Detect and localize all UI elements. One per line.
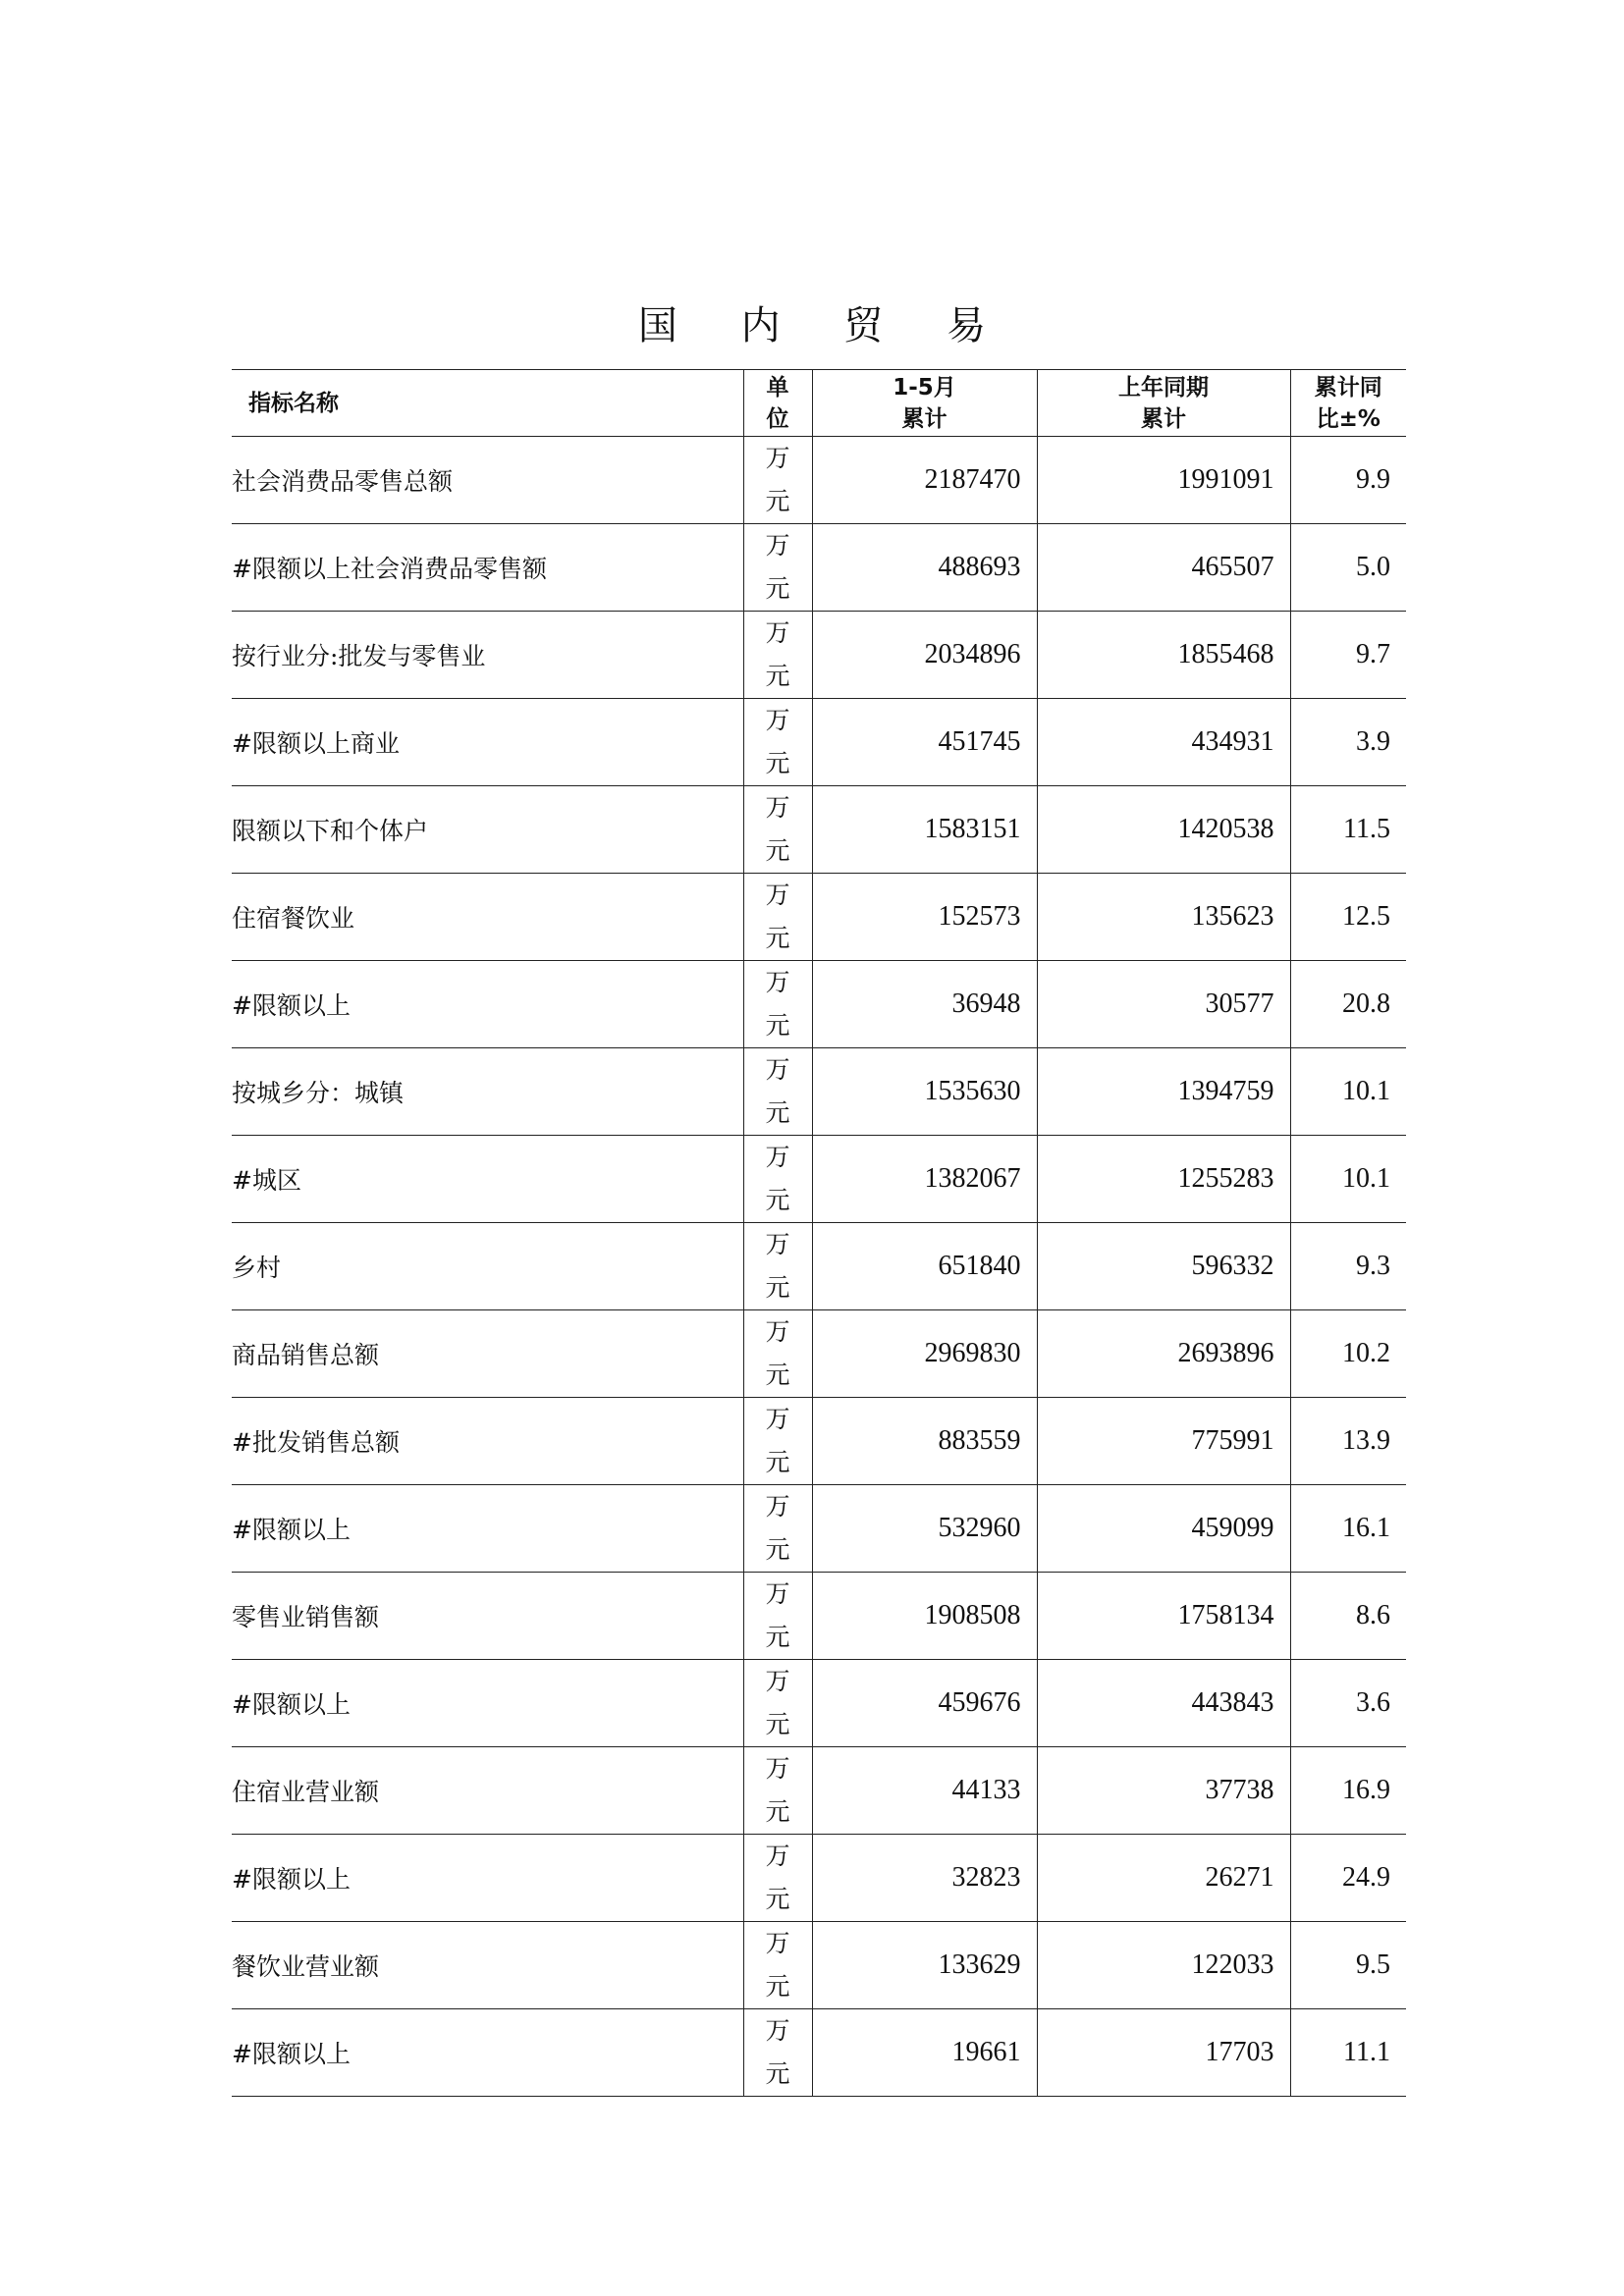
header-previous-line-2: 累计 <box>1141 405 1186 432</box>
unit-line-1: 万 <box>765 1929 790 1957</box>
indicator-name: 限额以下和个体户 <box>232 786 743 874</box>
header-indicator-name: 指标名称 <box>232 370 743 437</box>
unit-line-2: 元 <box>765 1885 790 1913</box>
previous-value: 1758134 <box>1037 1573 1290 1660</box>
growth-value: 5.0 <box>1290 524 1406 612</box>
current-value: 32823 <box>812 1835 1037 1922</box>
unit-cell <box>743 1310 812 1398</box>
unit-line-1: 万 <box>765 1667 790 1695</box>
indicator-name: 住宿餐饮业 <box>232 874 743 961</box>
table-row <box>232 1310 1406 1398</box>
table-row <box>232 961 1406 1048</box>
unit-line-2: 元 <box>765 1186 790 1214</box>
header-current-line-2: 累计 <box>901 405 947 432</box>
indicator-name: #城区 <box>232 1136 743 1223</box>
previous-value: 30577 <box>1037 961 1290 1048</box>
indicator-name: 乡村 <box>232 1223 743 1310</box>
current-value: 152573 <box>812 874 1037 961</box>
unit-line-2: 元 <box>765 924 790 952</box>
previous-value: 459099 <box>1037 1485 1290 1573</box>
unit-line-1: 万 <box>765 2016 790 2045</box>
indicator-name: #限额以上 <box>232 1660 743 1747</box>
unit-cell <box>743 786 812 874</box>
current-value: 36948 <box>812 961 1037 1048</box>
unit-line-1: 万 <box>765 1143 790 1171</box>
previous-value: 434931 <box>1037 699 1290 786</box>
previous-value: 37738 <box>1037 1747 1290 1835</box>
table-row <box>232 786 1406 874</box>
growth-value: 10.1 <box>1290 1136 1406 1223</box>
unit-line-2: 元 <box>765 1710 790 1738</box>
current-value: 1535630 <box>812 1048 1037 1136</box>
indicator-name: 按城乡分：城镇 <box>232 1048 743 1136</box>
previous-value: 1855468 <box>1037 612 1290 699</box>
indicator-name: #限额以上 <box>232 1835 743 1922</box>
previous-value: 1991091 <box>1037 437 1290 524</box>
unit-line-2: 元 <box>765 1273 790 1302</box>
unit-cell <box>743 1223 812 1310</box>
unit-line-1: 万 <box>765 1492 790 1521</box>
previous-value: 122033 <box>1037 1922 1290 2009</box>
growth-value: 10.1 <box>1290 1048 1406 1136</box>
table-header-row <box>232 370 1406 437</box>
unit-cell <box>743 1660 812 1747</box>
table-row <box>232 524 1406 612</box>
current-value: 1583151 <box>812 786 1037 874</box>
current-value: 451745 <box>812 699 1037 786</box>
growth-value: 9.3 <box>1290 1223 1406 1310</box>
indicator-name: 商品销售总额 <box>232 1310 743 1398</box>
growth-value: 20.8 <box>1290 961 1406 1048</box>
growth-value: 9.9 <box>1290 437 1406 524</box>
previous-value: 443843 <box>1037 1660 1290 1747</box>
growth-value: 3.9 <box>1290 699 1406 786</box>
table-row <box>232 1223 1406 1310</box>
unit-cell <box>743 1398 812 1485</box>
unit-line-2: 元 <box>765 1361 790 1389</box>
unit-line-1: 万 <box>765 531 790 560</box>
unit-line-2: 元 <box>765 487 790 515</box>
previous-value: 596332 <box>1037 1223 1290 1310</box>
current-value: 532960 <box>812 1485 1037 1573</box>
unit-line-2: 元 <box>765 1448 790 1476</box>
current-value: 651840 <box>812 1223 1037 1310</box>
table-row <box>232 1136 1406 1223</box>
table-row <box>232 1835 1406 1922</box>
unit-line-1: 万 <box>765 1230 790 1258</box>
previous-value: 775991 <box>1037 1398 1290 1485</box>
unit-line-2: 元 <box>765 662 790 690</box>
unit-cell <box>743 699 812 786</box>
unit-line-1: 万 <box>765 968 790 996</box>
previous-value: 2693896 <box>1037 1310 1290 1398</box>
unit-cell <box>743 612 812 699</box>
growth-value: 16.9 <box>1290 1747 1406 1835</box>
current-value: 459676 <box>812 1660 1037 1747</box>
indicator-name: 住宿业营业额 <box>232 1747 743 1835</box>
growth-value: 16.1 <box>1290 1485 1406 1573</box>
unit-line-1: 万 <box>765 706 790 734</box>
unit-line-2: 元 <box>765 1011 790 1040</box>
unit-cell <box>743 1048 812 1136</box>
previous-value: 1255283 <box>1037 1136 1290 1223</box>
table-row <box>232 699 1406 786</box>
table-row <box>232 1398 1406 1485</box>
unit-line-2: 元 <box>765 749 790 777</box>
unit-line-1: 万 <box>765 1055 790 1084</box>
indicator-name: #限额以上社会消费品零售额 <box>232 524 743 612</box>
unit-cell <box>743 524 812 612</box>
unit-cell <box>743 1835 812 1922</box>
unit-line-2: 元 <box>765 1623 790 1651</box>
table-row <box>232 1747 1406 1835</box>
table-row <box>232 874 1406 961</box>
indicator-name: #限额以上 <box>232 1485 743 1573</box>
table-row <box>232 612 1406 699</box>
unit-line-2: 元 <box>765 2059 790 2088</box>
unit-line-1: 万 <box>765 1754 790 1783</box>
table-row <box>232 2009 1406 2097</box>
unit-cell <box>743 1485 812 1573</box>
header-unit-line-2: 位 <box>766 405 789 432</box>
unit-cell <box>743 961 812 1048</box>
table-row <box>232 437 1406 524</box>
unit-line-2: 元 <box>765 1098 790 1127</box>
unit-line-1: 万 <box>765 1842 790 1870</box>
unit-line-1: 万 <box>765 1317 790 1346</box>
current-value: 1908508 <box>812 1573 1037 1660</box>
unit-cell <box>743 1573 812 1660</box>
growth-value: 9.7 <box>1290 612 1406 699</box>
growth-value: 10.2 <box>1290 1310 1406 1398</box>
previous-value: 26271 <box>1037 1835 1290 1922</box>
table-row <box>232 1048 1406 1136</box>
growth-value: 24.9 <box>1290 1835 1406 1922</box>
header-unit-line-1: 单 <box>766 374 789 400</box>
header-current-line-1: 1-5月 <box>893 374 956 400</box>
growth-value: 9.5 <box>1290 1922 1406 2009</box>
unit-line-1: 万 <box>765 618 790 647</box>
indicator-name: #限额以上 <box>232 2009 743 2097</box>
unit-line-2: 元 <box>765 1535 790 1564</box>
indicator-name: #批发销售总额 <box>232 1398 743 1485</box>
current-value: 2187470 <box>812 437 1037 524</box>
unit-line-2: 元 <box>765 574 790 603</box>
previous-value: 135623 <box>1037 874 1290 961</box>
unit-line-2: 元 <box>765 1972 790 2001</box>
indicator-name: #限额以上商业 <box>232 699 743 786</box>
indicator-name: 零售业销售额 <box>232 1573 743 1660</box>
indicator-name: #限额以上 <box>232 961 743 1048</box>
growth-value: 3.6 <box>1290 1660 1406 1747</box>
unit-cell <box>743 2009 812 2097</box>
unit-line-2: 元 <box>765 836 790 865</box>
page-title: 国 内 贸 易 <box>637 303 1012 348</box>
header-unit <box>743 370 812 437</box>
indicator-name: 社会消费品零售总额 <box>232 437 743 524</box>
header-growth-line-1: 累计同 <box>1314 374 1382 400</box>
table-row <box>232 1485 1406 1573</box>
current-value: 133629 <box>812 1922 1037 2009</box>
previous-value: 17703 <box>1037 2009 1290 2097</box>
growth-value: 8.6 <box>1290 1573 1406 1660</box>
unit-line-1: 万 <box>765 793 790 822</box>
previous-value: 465507 <box>1037 524 1290 612</box>
unit-cell <box>743 1747 812 1835</box>
growth-value: 11.1 <box>1290 2009 1406 2097</box>
header-growth-line-2: 比±% <box>1316 405 1380 432</box>
unit-line-1: 万 <box>765 1579 790 1608</box>
header-growth <box>1290 370 1406 437</box>
table-row <box>232 1922 1406 2009</box>
current-value: 1382067 <box>812 1136 1037 1223</box>
header-previous-period <box>1037 370 1290 437</box>
unit-cell <box>743 1136 812 1223</box>
current-value: 2969830 <box>812 1310 1037 1398</box>
current-value: 19661 <box>812 2009 1037 2097</box>
unit-line-2: 元 <box>765 1797 790 1826</box>
current-value: 883559 <box>812 1398 1037 1485</box>
current-value: 2034896 <box>812 612 1037 699</box>
current-value: 488693 <box>812 524 1037 612</box>
header-previous-line-1: 上年同期 <box>1118 374 1209 400</box>
indicator-name: 餐饮业营业额 <box>232 1922 743 2009</box>
unit-cell <box>743 874 812 961</box>
previous-value: 1420538 <box>1037 786 1290 874</box>
unit-line-1: 万 <box>765 1405 790 1433</box>
unit-cell <box>743 1922 812 2009</box>
unit-cell <box>743 437 812 524</box>
domestic-trade-table <box>232 369 1406 2097</box>
header-current-period <box>812 370 1037 437</box>
previous-value: 1394759 <box>1037 1048 1290 1136</box>
unit-line-1: 万 <box>765 881 790 909</box>
growth-value: 13.9 <box>1290 1398 1406 1485</box>
unit-line-1: 万 <box>765 444 790 472</box>
table-row <box>232 1573 1406 1660</box>
current-value: 44133 <box>812 1747 1037 1835</box>
growth-value: 12.5 <box>1290 874 1406 961</box>
indicator-name: 按行业分:批发与零售业 <box>232 612 743 699</box>
table-row <box>232 1660 1406 1747</box>
growth-value: 11.5 <box>1290 786 1406 874</box>
